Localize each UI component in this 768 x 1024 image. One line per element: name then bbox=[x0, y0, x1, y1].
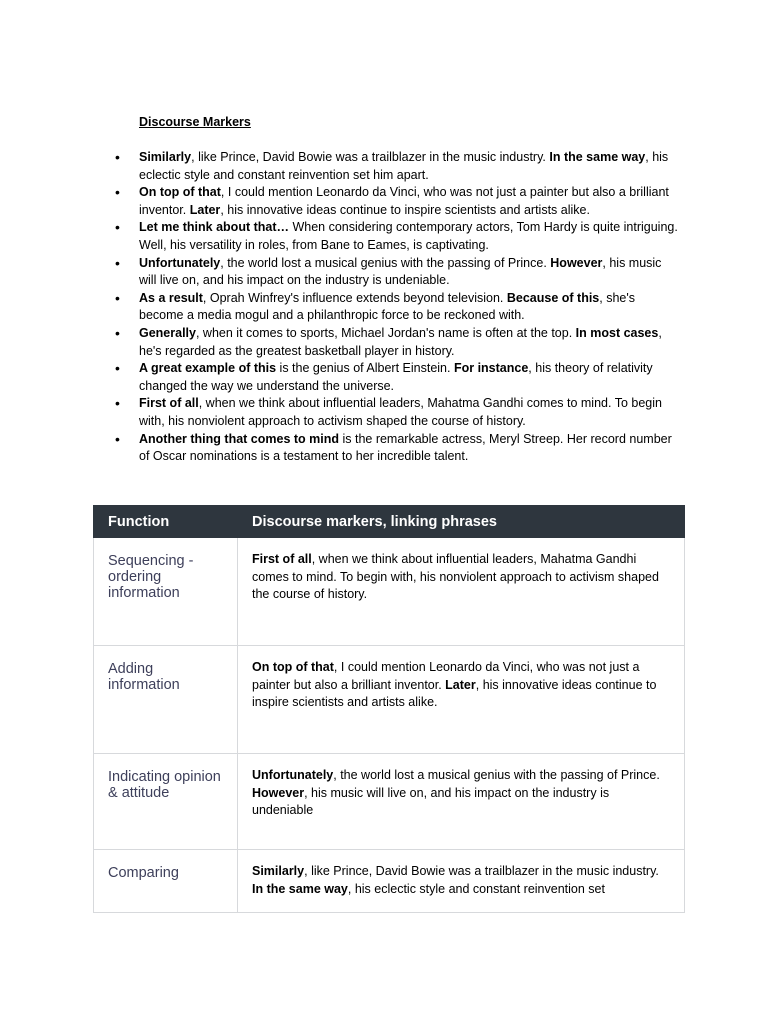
discourse-marker: Similarly bbox=[252, 864, 305, 878]
bullet-icon: • bbox=[115, 219, 120, 236]
discourse-marker: Let me think about that… bbox=[139, 220, 289, 235]
bullet-icon: • bbox=[115, 184, 120, 201]
item-text: , she's become a media mogul and a philanthropic force to be reckoned with. bbox=[139, 290, 635, 323]
item-text: , the world lost a musical genius with the passing of Prince. bbox=[333, 768, 660, 782]
item-text: , like Prince, David Bowie was a trailblazer in the music industry. bbox=[304, 864, 659, 878]
discourse-marker: Unfortunately bbox=[252, 768, 334, 782]
item-text: , the world lost a musical genius with the passing of Prince. bbox=[220, 255, 551, 270]
item-text: , Oprah Winfrey's influence extends beyond television. bbox=[202, 290, 507, 305]
item-text: , when we think about influential leaders, Mahatma Gandhi comes to mind. To begin with, his nonviolent approach to activism shaped the course of history. bbox=[139, 396, 662, 428]
discourse-marker: Later bbox=[189, 202, 221, 217]
bullet-list bbox=[115, 149, 679, 466]
discourse-marker: Another thing that comes to mind bbox=[139, 431, 339, 446]
list-item bbox=[115, 360, 679, 395]
item-text: , his music will live on, and his impact on the industry is undeniable bbox=[252, 785, 610, 818]
item-text: , his eclectic style and constant reinvention set bbox=[347, 881, 605, 896]
list-item bbox=[115, 219, 679, 254]
discourse-marker: On top of that bbox=[252, 660, 334, 674]
function-cell: Indicating opinion & attitude bbox=[94, 754, 238, 850]
item-text: , his music will live on, and his impact on the industry is undeniable. bbox=[139, 255, 662, 288]
item-text: , his eclectic style and constant reinvention set him apart. bbox=[139, 150, 669, 182]
table-header-row bbox=[94, 506, 685, 538]
bullet-icon: • bbox=[115, 324, 120, 341]
function-cell: Sequencing - ordering information bbox=[94, 538, 238, 646]
item-text: , like Prince, David Bowie was a trailblazer in the music industry. bbox=[191, 150, 550, 164]
item-text: is the genius of Albert Einstein. bbox=[276, 361, 454, 376]
bullet-icon: • bbox=[115, 289, 120, 306]
discourse-marker: First of all bbox=[139, 396, 199, 411]
example-cell bbox=[238, 646, 685, 754]
table-row bbox=[94, 538, 685, 646]
table-row bbox=[94, 754, 685, 850]
discourse-marker: Unfortunately bbox=[139, 255, 221, 270]
item-text: is the remarkable actress, Meryl Streep. Her record number of Oscar nominations is a testament to her incredible talent. bbox=[139, 431, 672, 464]
item-text: , his innovative ideas continue to inspire scientists and artists alike. bbox=[220, 202, 590, 217]
discourse-marker: Similarly bbox=[139, 150, 192, 164]
bullet-icon: • bbox=[115, 430, 120, 447]
bullet-icon: • bbox=[115, 395, 120, 412]
discourse-marker: Generally bbox=[139, 325, 196, 340]
list-item bbox=[115, 149, 679, 184]
discourse-marker: Later bbox=[445, 677, 476, 692]
discourse-marker: First of all bbox=[252, 552, 312, 566]
item-text: , when we think about influential leaders, Mahatma Gandhi comes to mind. To begin with, his nonviolent approach to activism shaped the course of history. bbox=[252, 552, 659, 602]
column-header-function: Function bbox=[94, 506, 238, 538]
item-text: , when it comes to sports, Michael Jordan's name is often at the top. bbox=[195, 325, 576, 340]
item-text: , his theory of relativity changed the way we understand the universe. bbox=[139, 361, 653, 393]
bullet-icon: • bbox=[115, 360, 120, 377]
document-title: Discourse Markers bbox=[139, 115, 251, 129]
discourse-marker: In most cases bbox=[575, 325, 659, 340]
discourse-marker: In the same way bbox=[252, 881, 348, 896]
example-cell bbox=[238, 538, 685, 646]
table-row bbox=[94, 646, 685, 754]
bullet-icon: • bbox=[115, 254, 120, 271]
column-header-markers: Discourse markers, linking phrases bbox=[238, 506, 685, 538]
list-item bbox=[115, 324, 679, 360]
list-item bbox=[115, 289, 679, 325]
discourse-marker: However bbox=[252, 785, 305, 800]
function-cell: Comparing bbox=[94, 850, 238, 913]
list-item bbox=[115, 184, 679, 219]
discourse-marker: Because of this bbox=[506, 290, 600, 305]
discourse-marker: A great example of this bbox=[139, 361, 277, 376]
list-item bbox=[115, 395, 679, 430]
discourse-marker: However bbox=[550, 255, 603, 270]
discourse-markers-table bbox=[93, 505, 685, 913]
item-text: , his innovative ideas continue to inspire scientists and artists alike. bbox=[252, 677, 657, 710]
function-cell: Adding information bbox=[94, 646, 238, 754]
list-item bbox=[115, 254, 679, 290]
example-cell bbox=[238, 754, 685, 850]
item-text: , he's regarded as the greatest basketball player in history. bbox=[139, 325, 662, 358]
list-item bbox=[115, 430, 679, 466]
bullet-icon: • bbox=[115, 149, 120, 165]
item-text: , I could mention Leonardo da Vinci, who was not just a painter but also a brilliant inventor. bbox=[252, 660, 640, 692]
item-text: When considering contemporary actors, Tom Hardy is quite intriguing. Well, his versatility in roles, from Bane to Eames, is captivating. bbox=[139, 220, 678, 252]
discourse-marker: On top of that bbox=[139, 185, 221, 200]
item-text: , I could mention Leonardo da Vinci, who was not just a painter but also a brilliant inventor. bbox=[139, 185, 669, 217]
example-cell bbox=[238, 850, 685, 913]
discourse-marker: In the same way bbox=[549, 150, 646, 164]
discourse-marker: For instance bbox=[453, 361, 529, 376]
discourse-marker: As a result bbox=[139, 290, 203, 305]
table-row bbox=[94, 850, 685, 913]
